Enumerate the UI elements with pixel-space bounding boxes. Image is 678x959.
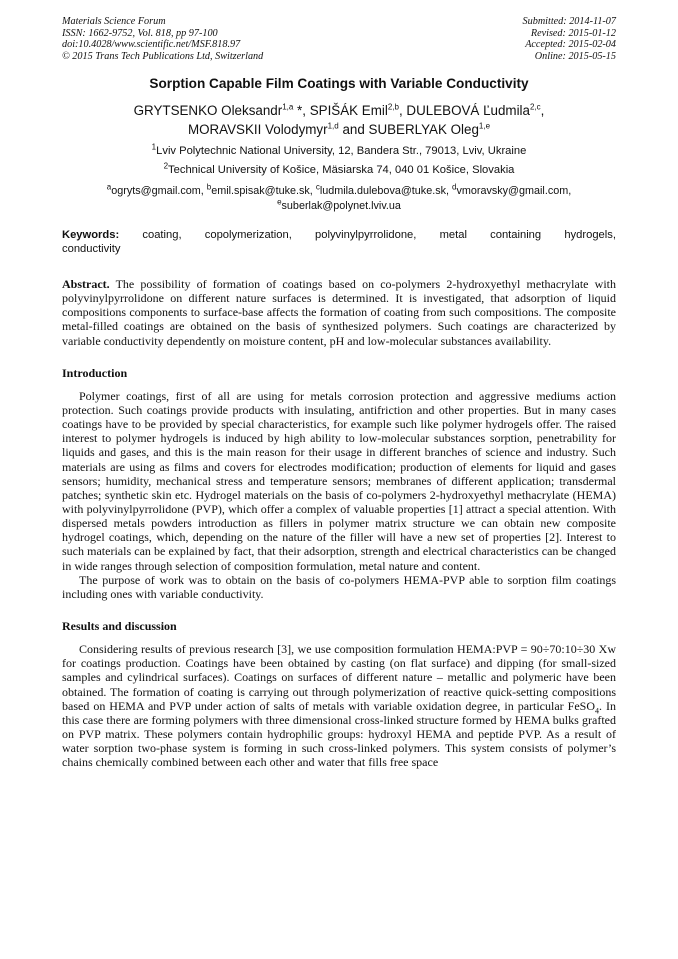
paper-page xyxy=(62,16,616,770)
revised-date: Revised: 2015-01-12 xyxy=(530,27,616,39)
introduction-paragraph: Polymer coatings, first of all are using for metals corrosion protection and aggressive mediums action protection. Such coatings provide products with insulating, antifriction and other properties. But in many cases coatings have to be provided by special characteristics, for example such like polymer hydrogels offer. The raised interest to polymer hydrogels is induced by high ability to low-molecular substances sorption, penetrability for liquids and gases, and this is the main reason for their usage in different branches of science and industry. Such materials are using as films and covers for electrodes modification; production of elements for liquid and gases sensors; humidity, mechanical stress and temperature sensors; membranes of different application; transdermal patches; synthetic skin etc. Hydrogel materials on the basis of co-polymers 2-hydroxyethyl methacrylate (HEMA) with polyvinylpyrrolidone (PVP), which offer a complex of valuable properties [1] attract a special attention. With dispersed metals powders introduction as fillers in polymer matrix structure we can obtain new composite hydrogel coatings, which, depending on the nature of the filler will have a new set of properties [2]. Interest to such materials can be explained by fact, that their adsorption, strength and electrical characteristics can be changed in wide ranges through selection of composition formulation, metal nature and content. xyxy=(62,388,616,573)
email: suberlak@polynet.lviv.ua xyxy=(281,199,401,212)
issn: ISSN: 1662-9752, Vol. 818, pp 97-100 xyxy=(62,27,218,39)
section-heading-results: Results and discussion xyxy=(62,619,177,634)
affiliation-mark: 2 xyxy=(163,161,169,171)
abstract-text: The possibility of formation of coatings based on co-polymers 2-hydroxyethyl methacrylate with polyvinylpyrrolidone on different nature surfaces is determined. It is investigated, that adsorption of liquid compositions components to surface-base affects the formation of coating from such compositions. The composite metal-filled coatings are obtained on the basis of synthesized polymers. Such coatings are characterized by variable conductivity dependently on moisture content, pH and low-molecular substances availability. xyxy=(62,276,616,348)
email-mark: d xyxy=(452,182,457,192)
publication-info xyxy=(62,16,263,62)
subscript: 4 xyxy=(595,706,600,716)
journal-name: Materials Science Forum xyxy=(62,16,166,27)
author-affil-mark: 1,e xyxy=(478,121,491,131)
affiliation xyxy=(62,161,616,178)
introduction-paragraph: The purpose of work was to obtain on the basis of co-polymers HEMA-PVP able to sorption film coatings including ones with variable conductivity. xyxy=(62,572,616,601)
abstract xyxy=(62,277,616,348)
email-mark: a xyxy=(106,182,112,192)
copyright: © 2015 Trans Tech Publications Ltd, Switzerland xyxy=(62,50,264,62)
journal-header xyxy=(62,16,616,62)
author-separator: , xyxy=(540,103,545,119)
results-paragraph xyxy=(62,642,616,769)
author-name: SUBERLYAK Oleg xyxy=(368,122,479,138)
affiliation-mark: 1 xyxy=(151,142,157,152)
keyword: conductivity xyxy=(62,242,121,255)
email-list xyxy=(62,184,616,213)
author-affil-mark: 2,c xyxy=(529,102,541,112)
results-text: . In this case there are forming polymers with three dimensional cross-linked structure formed by HEMA bulks grafted on PVP matrix. These polymers contain hydrophilic groups: hydroxyl HEMA and peptide PVP. As a result of water sorption two-phase system is forming in such cross-linked polymers. This system consists of polymer’s chains chemically combined between each other and water that fills free space xyxy=(62,698,617,770)
keyword: hydrogels, xyxy=(564,229,616,242)
keyword: polyvinylpyrrolidone, xyxy=(315,229,417,242)
keyword: containing xyxy=(490,229,542,242)
keyword: copolymerization, xyxy=(204,229,292,242)
author-name: DULEBOVÁ Ľudmila xyxy=(406,103,530,119)
results-text: Considering results of previous research [3], we use composition formulation HEMA:PVP = 90÷70:10÷30 Xw for coatings production. Coatings have been obtained by casting (on flat surface) and dipping (for small-sized samples and cylindrical surfaces). Coatings on surfaces of different nature – metallic and polymeric have been obtained. The formation of coating is carrying out through polymerization of reactive quick-setting compositions based on HEMA and PVP under action of salts of metals with variable oxidation degree, in particular FeSO xyxy=(62,642,616,713)
section-heading-introduction: Introduction xyxy=(62,365,128,380)
author-separator: *, xyxy=(293,103,310,119)
accepted-date: Accepted: 2015-02-04 xyxy=(525,39,616,51)
publication-dates xyxy=(523,16,616,62)
keywords xyxy=(62,229,616,256)
author-name: MORAVSKII Volodymyr xyxy=(187,122,328,138)
email-mark: c xyxy=(315,182,320,192)
author-affil-mark: 1,a xyxy=(282,102,294,112)
email: vmoravsky@gmail.com, xyxy=(456,184,572,197)
author-name: SPIŠÁK Emil xyxy=(309,103,388,119)
doi: doi:10.4028/www.scientific.net/MSF.818.97 xyxy=(62,39,241,51)
submitted-date: Submitted: 2014-11-07 xyxy=(522,16,616,27)
keyword: metal xyxy=(439,229,467,242)
paper-title: Sorption Capable Film Coatings with Variable Conductivity xyxy=(149,76,529,92)
email: emil.spisak@tuke.sk, xyxy=(211,184,316,197)
email: ludmila.dulebova@tuke.sk, xyxy=(319,184,453,197)
keyword: coating, xyxy=(142,229,182,242)
affiliation-text: Technical University of Košice, Mäsiarska 74, 040 01 Košice, Slovakia xyxy=(168,164,515,177)
affiliation-text: Lviv Polytechnic National University, 12, Bandera Str., 79013, Lviv, Ukraine xyxy=(156,145,527,158)
abstract-label: Abstract. xyxy=(62,276,110,291)
email: ogryts@gmail.com, xyxy=(111,184,207,197)
keywords-label: Keywords: xyxy=(62,229,120,242)
author-affil-mark: 2,b xyxy=(387,102,399,112)
online-date: Online: 2015-05-15 xyxy=(534,50,616,62)
author-name: GRYTSENKO Oleksandr xyxy=(133,103,283,119)
author-separator: , xyxy=(398,103,407,119)
affiliation xyxy=(62,142,616,159)
email-mark: b xyxy=(206,182,212,192)
author-separator: and xyxy=(338,122,369,138)
author-list xyxy=(62,101,616,139)
email-mark: e xyxy=(277,196,282,206)
author-affil-mark: 1,d xyxy=(327,121,339,131)
